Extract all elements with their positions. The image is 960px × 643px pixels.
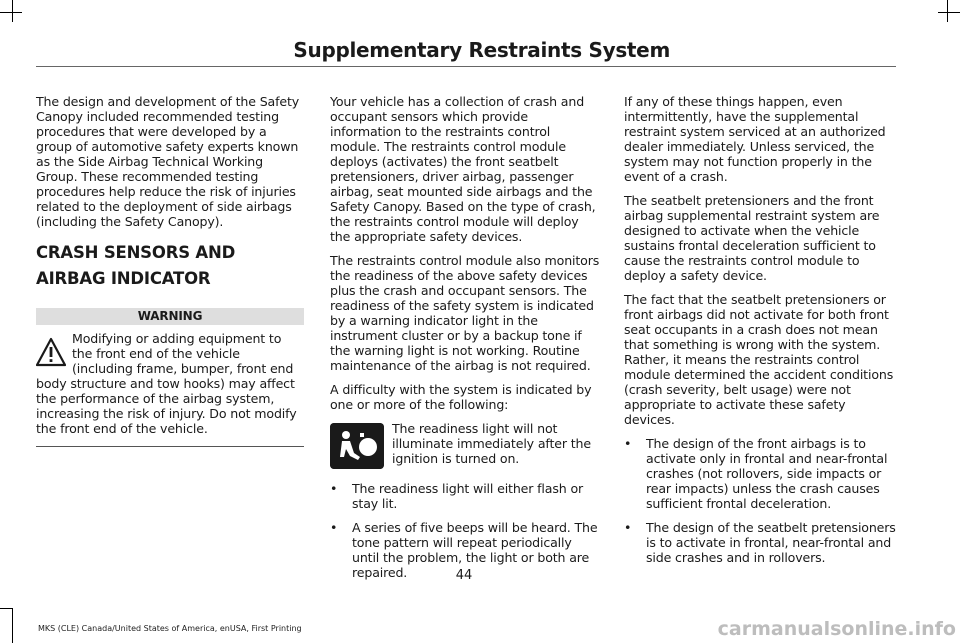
warning-text: Modifying or adding equipment to the front end of the vehicle (including frame, bumper, front end body structure and tow hooks) may affect the performance of the airbag system, increasing the risk of injury. Do not modify the front end of the vehicle. (36, 331, 297, 436)
paragraph: The restraints control module also monitors the readiness of the above safety devices plus the crash and occupant sensors. The readiness of the safety system is indicated by a warning indicator light in the instrument cluster or by a backup tone if the warning light is not working. Routine maintenance of the airbag is not required. (330, 253, 600, 373)
list-item: • A series of five beeps will be heard. The tone pattern will repeat periodically until the problem, the light or both are repaired. (330, 520, 598, 580)
page-title: Supplementary Restraints System (293, 38, 670, 62)
list-item: • The design of the front airbags is to activate only in frontal and near-frontal crashes (not rollovers, side impacts or rear impacts) unless the crash causes sufficient frontal deceleration. (624, 436, 888, 511)
list-item: • The readiness light will either flash or stay lit. (330, 481, 584, 511)
section-heading: CRASH SENSORS AND AIRBAG INDICATOR (36, 243, 236, 288)
column-right (624, 94, 896, 574)
crop-mark (938, 12, 960, 13)
paragraph: A difficulty with the system is indicated by one or more of the following: (330, 382, 592, 412)
warning-box (36, 331, 304, 436)
intro-paragraph: The design and development of the Safety Canopy included recommended testing procedures that were developed by a group of automotive safety experts known as the Side Airbag Technical Working Group. These recommended testing procedures help reduce the risk of injuries related to the deployment of side airbags (including the Safety Canopy). (36, 94, 300, 229)
warning-label: WARNING (36, 308, 304, 325)
crop-mark (12, 608, 13, 643)
header-divider (36, 66, 896, 67)
crop-mark (947, 0, 948, 22)
crop-mark (0, 608, 12, 609)
column-left (36, 94, 304, 447)
airbag-warning-light-icon (330, 423, 384, 469)
warning-divider (36, 446, 304, 447)
indicator-text: The readiness light will not illuminate immediately after the ignition is turned on. (392, 421, 591, 466)
paragraph: If any of these things happen, even intermittently, have the supplemental restraint system serviced at an authorized dealer immediately. Unless serviced, the system may not function properly in the event of a crash. (624, 94, 886, 184)
footer-text: MKS (CLE) Canada/United States of America, enUSA, First Printing (38, 624, 302, 633)
paragraph: The seatbelt pretensioners and the front airbag supplemental restraint system are designed to activate when the vehicle sustains frontal deceleration sufficient to cause the restraints control module to deploy a safety device. (624, 193, 880, 283)
paragraph: The fact that the seatbelt pretensioners or front airbags did not activate for both front seat occupants in a crash does not mean that something is wrong with the system. Rather, it means the restraints control module determined the accident conditions (crash severity, belt usage) were not appropriate to activate these safety devices. (624, 292, 894, 427)
paragraph: Your vehicle has a collection of crash and occupant sensors which provide information to the restraints control module. The restraints control module deploys (activates) the front seatbelt pretensioners, driver airbag, passenger airbag, seat mounted side airbags and the Safety Canopy. Based on the type of crash, the restraints control module will deploy the appropriate safety devices. (330, 94, 596, 244)
list-item: • The design of the seatbelt pretensioners is to activate in frontal, near-frontal and side crashes and in rollovers. (624, 520, 896, 565)
crop-mark (12, 0, 13, 22)
column-middle (330, 94, 600, 589)
warning-triangle-icon (36, 337, 66, 367)
indicator-row (330, 421, 600, 466)
page-number: 44 (455, 568, 473, 583)
watermark: carmanualsonline.info (717, 618, 956, 640)
crop-mark (0, 12, 22, 13)
